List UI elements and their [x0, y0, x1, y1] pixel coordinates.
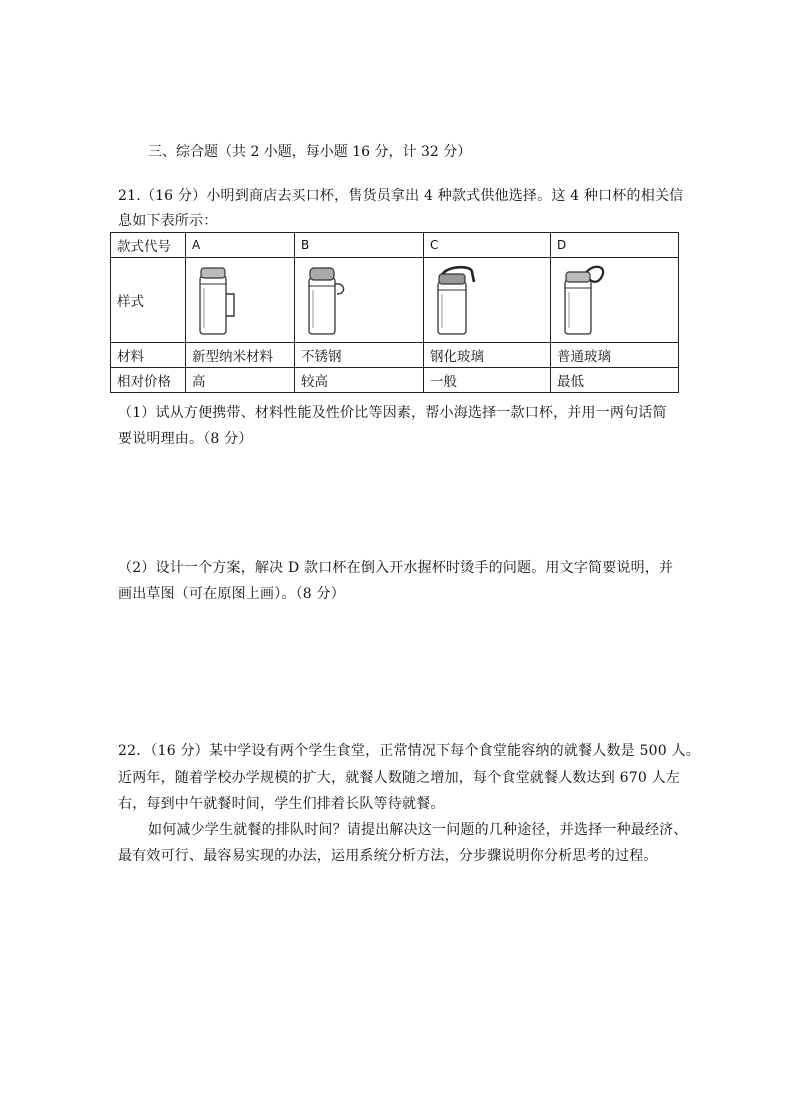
cup-code-d: D [551, 233, 679, 258]
q22-line4: 如何减少学生就餐的排队时间？请提出解决这一问题的几种途径，并选择一种最经济、 [148, 822, 688, 838]
cup-with-handle-icon [194, 264, 242, 336]
cup-code-b: B [295, 233, 424, 258]
cup-code-c: C [424, 233, 551, 258]
cup-style-c [424, 258, 551, 343]
cup-style-b [295, 258, 424, 343]
q21-sub1-line2: 要说明理由。（8 分） [118, 431, 253, 447]
q21-sub1-line1: （1）试从方便携带、材料性能及性价比等因素，帮小海选择一款口杯，并用一两句话简 [118, 405, 667, 421]
q21-intro-line1: 21.（16 分）小明到商店去买口杯，售货员拿出 4 种款式供他选择。这 4 种口杯的相关信 [118, 188, 684, 204]
cup-material-d: 普通玻璃 [551, 343, 679, 368]
cup-material-c: 钢化玻璃 [424, 343, 551, 368]
cup-price-b: 较高 [295, 368, 424, 393]
q21-sub2-line2: 画出草图（可在原图上画）。（8 分） [118, 586, 345, 602]
row-label-material: 材料 [111, 343, 186, 368]
q22-line1: 22．（16 分）某中学设有两个学生食堂，正常情况下每个食堂能容纳的就餐人数是 500 人。 [118, 743, 700, 759]
cup-style-a [186, 258, 295, 343]
table-row [111, 258, 679, 343]
table-row [111, 368, 679, 393]
row-label-price: 相对价格 [111, 368, 186, 393]
q22-line3: 右，每到中午就餐时间，学生们排着长队等待就餐。 [118, 796, 445, 812]
cup-with-lanyard-icon [559, 264, 615, 336]
cup-with-side-loop-icon [303, 264, 351, 336]
table-row [111, 233, 679, 258]
section-heading: 三、综合题（共 2 小题，每小题 16 分，计 32 分） [148, 144, 472, 160]
cup-material-a: 新型纳米材料 [186, 343, 295, 368]
q21-intro-line2: 息如下表所示： [118, 213, 218, 229]
cup-code-a: A [186, 233, 295, 258]
q22-line5: 最有效可行、最容易实现的办法，运用系统分析方法，分步骤说明你分析思考的过程。 [118, 848, 658, 864]
cup-material-b: 不锈钢 [295, 343, 424, 368]
q22-line2: 近两年，随着学校办学规模的扩大，就餐人数随之增加，每个食堂就餐人数达到 670 人左 [118, 770, 681, 786]
cup-style-d [551, 258, 679, 343]
cup-with-top-handle-icon [432, 264, 488, 336]
cup-info-table [110, 232, 679, 393]
cup-price-c: 一般 [424, 368, 551, 393]
row-label-style: 样式 [111, 258, 186, 343]
cup-price-d: 最低 [551, 368, 679, 393]
table-row [111, 343, 679, 368]
q21-sub2-line1: （2）设计一个方案，解决 D 款口杯在倒入开水握杯时烫手的问题。用文字简要说明，并 [118, 560, 674, 576]
cup-price-a: 高 [186, 368, 295, 393]
row-label-code: 款式代号 [111, 233, 186, 258]
